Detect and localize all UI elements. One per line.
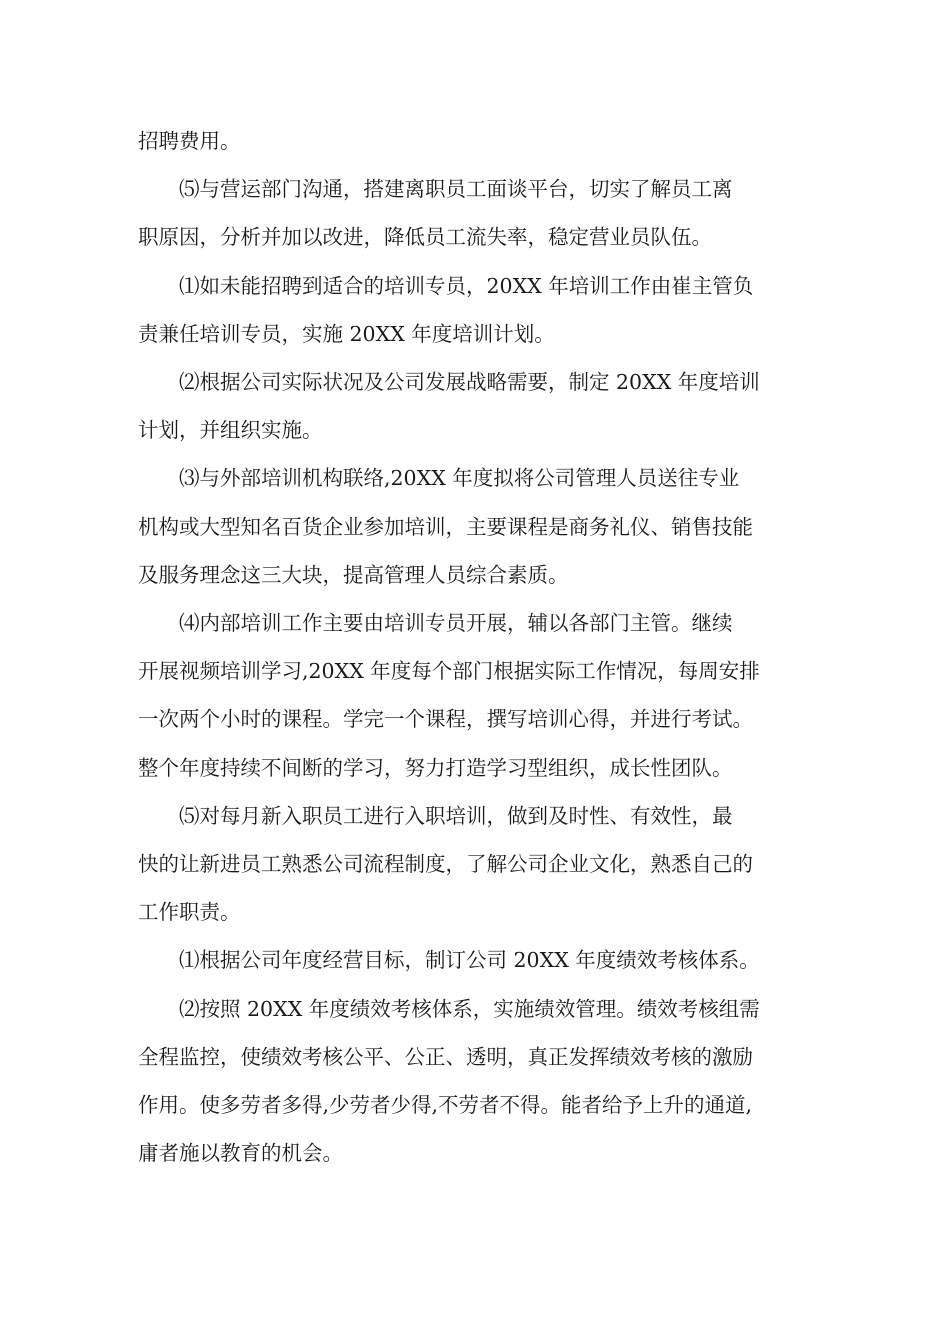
document-body <box>138 117 814 1177</box>
paragraph-9 <box>138 985 814 1178</box>
text-line: ⑵按照 20XX 年度绩效考核体系，实施绩效管理。绩效考核组需 <box>179 996 760 1021</box>
paragraph-4 <box>138 358 814 454</box>
text-line: 计划，并组织实施。 <box>138 418 323 443</box>
paragraph-8 <box>138 936 814 984</box>
paragraph-1 <box>138 117 814 165</box>
text-line: 整个年度持续不间断的学习，努力打造学习型组织，成长性团队。 <box>138 755 733 780</box>
text-line: ⑴如未能招聘到适合的培训专员，20XX 年培训工作由崔主管负 <box>179 273 754 298</box>
text-line: 作用。使多劳者多得,少劳者少得,不劳者不得。能者给予上升的通道, <box>138 1093 753 1118</box>
text-line: ⑸与营运部门沟通，搭建离职员工面谈平台，切实了解员工离 <box>179 177 733 202</box>
text-line: 快的让新进员工熟悉公司流程制度，了解公司企业文化，熟悉自己的 <box>138 852 753 877</box>
paragraph-2 <box>138 165 814 261</box>
text-line: 招聘费用。 <box>138 129 241 153</box>
paragraph-5 <box>138 454 814 599</box>
text-line: 职原因，分析并加以改进，降低员工流失率，稳定营业员队伍。 <box>138 225 712 250</box>
text-line: ⑵根据公司实际状况及公司发展战略需要，制定 20XX 年度培训 <box>179 370 760 395</box>
text-line: 全程监控，使绩效考核公平、公正、透明，真正发挥绩效考核的激励 <box>138 1044 753 1069</box>
paragraph-7 <box>138 792 814 937</box>
text-line: ⑶与外部培训机构联络,20XX 年度拟将公司管理人员送往专业 <box>179 466 740 491</box>
text-line: 工作职责。 <box>138 900 241 925</box>
text-line: ⑷内部培训工作主要由培训专员开展，辅以各部门主管。继续 <box>179 611 733 636</box>
text-line: 责兼任培训专员，实施 20XX 年度培训计划。 <box>138 321 555 346</box>
text-line: 开展视频培训学习,20XX 年度每个部门根据实际工作情况，每周安排 <box>138 659 760 684</box>
text-line: ⑴根据公司年度经营目标，制订公司 20XX 年度绩效考核体系。 <box>179 948 760 973</box>
text-line: ⑸对每月新入职员工进行入职培训，做到及时性、有效性，最 <box>179 803 733 828</box>
text-line: 庸者施以教育的机会。 <box>138 1141 343 1166</box>
text-line: 一次两个小时的课程。学完一个课程，撰写培训心得，并进行考试。 <box>138 707 753 732</box>
paragraph-3 <box>138 262 814 358</box>
paragraph-6 <box>138 599 814 792</box>
text-line: 机构或大型知名百货企业参加培训，主要课程是商务礼仪、销售技能 <box>138 514 753 539</box>
text-line: 及服务理念这三大块，提高管理人员综合素质。 <box>138 562 569 587</box>
